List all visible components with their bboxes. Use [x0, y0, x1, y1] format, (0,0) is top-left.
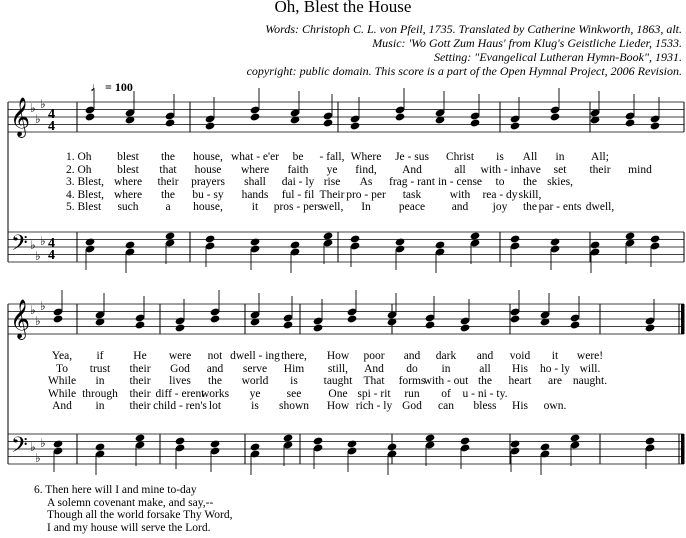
notehead: [135, 320, 146, 329]
lyric-syllable: In: [361, 201, 371, 213]
verse-6: [34, 484, 233, 534]
lyric-syllable: in - cense: [437, 176, 483, 188]
lyric-syllable: it: [251, 201, 259, 213]
verse-number: 3. Blest,: [66, 176, 105, 188]
time-signature-treble-bottom: 4: [48, 119, 55, 134]
lyric-syllable: where: [240, 163, 270, 176]
lyric-syllable: As: [359, 176, 373, 188]
notehead: [510, 121, 521, 130]
lyric-syllable: in: [95, 375, 105, 387]
notehead: [350, 121, 361, 130]
lyric-syllable: such: [117, 201, 139, 213]
bass-clef-icon: 𝄢: [11, 231, 28, 261]
lyric-syllable: if: [96, 350, 104, 362]
lyric-syllable: do: [406, 362, 418, 375]
lyric-syllable: Christ: [445, 151, 475, 163]
lyric-syllable: How: [326, 400, 350, 412]
lyric-syllable: lives: [169, 375, 191, 387]
lyric-syllable: u - ni - ty.: [462, 387, 508, 400]
notehead: [470, 118, 481, 127]
verse-number: 4. Blest,: [66, 188, 105, 201]
treble-clef-icon: 𝄞: [10, 299, 31, 339]
lyric-syllable: That: [363, 375, 385, 387]
lyric-syllable: there,: [281, 350, 307, 362]
lyric-syllable: to: [495, 176, 505, 188]
notehead: [125, 240, 136, 249]
lyric-syllable: ye: [249, 387, 261, 400]
lyric-syllable: house: [194, 163, 222, 176]
flat-icon: ♭: [35, 314, 41, 328]
notehead: [313, 323, 324, 332]
lyric-syllable: serve: [242, 362, 268, 375]
lyric-syllable: a: [165, 201, 171, 213]
lyric-syllable: and: [403, 350, 421, 362]
lyric-syllable: where: [113, 176, 143, 188]
lyric-syllable: with: [449, 188, 471, 201]
lyric-syllable: spi - rit: [357, 387, 391, 400]
setting-credit: Setting: "Evangelical Lutheran Hymn-Book", 1931.: [433, 50, 682, 64]
lyric-syllable: the: [160, 188, 176, 201]
lyric-syllable: Where: [350, 151, 382, 163]
notehead: [175, 323, 186, 332]
lyric-syllable: pros - pers: [273, 201, 323, 213]
lyric-syllable: To: [56, 362, 68, 375]
notehead: [650, 234, 661, 243]
notehead: [95, 442, 106, 451]
lyric-syllable: Their: [319, 188, 345, 201]
lyric-syllable: their: [589, 163, 611, 176]
lyric-syllable: can: [438, 400, 454, 412]
lyric-syllable: and: [206, 362, 224, 375]
lyric-syllable: be: [292, 151, 304, 163]
lyric-syllable: Yea,: [51, 350, 73, 362]
lyric-syllable: dark: [435, 350, 457, 362]
lyric-syllable: And: [364, 362, 384, 375]
lyric-syllable: - fall,: [319, 151, 345, 163]
lyric-syllable: their: [129, 387, 151, 400]
notehead: [210, 439, 221, 448]
hymn-title: Oh, Blest the House: [274, 0, 412, 16]
time-signature-bass-bottom: 4: [48, 248, 55, 263]
notehead: [650, 121, 661, 130]
notehead: [53, 314, 64, 323]
lyric-syllable: skies,: [547, 176, 573, 188]
lyric-syllable: His: [512, 400, 528, 412]
notehead: [510, 234, 521, 243]
lyric-syllable: child - ren's: [153, 400, 207, 412]
lyric-syllable: Je - sus: [395, 151, 429, 163]
flat-icon: ♭: [30, 440, 36, 454]
verse-6-line: Though all the world forsake Thy Word,: [47, 509, 233, 521]
notehead: [435, 240, 446, 249]
lyric-syllable: find,: [355, 163, 377, 176]
notehead: [283, 320, 294, 329]
notehead: [395, 237, 406, 246]
lyric-syllable: well,: [320, 201, 344, 213]
lyric-syllable: bless: [473, 400, 497, 412]
lyric-syllable: the: [207, 375, 223, 387]
lyric-syllable: shall: [244, 176, 266, 188]
lyric-syllable: pro - per: [346, 188, 386, 201]
lyric-syllable: task: [402, 188, 422, 201]
clefs: [10, 97, 46, 465]
copyright-credit: copyright: public domain. This score is a part of the Open Hymnal Project, 2006 Revision.: [246, 64, 682, 78]
notehead: [250, 237, 261, 246]
quarter-note-icon: ♩: [90, 80, 102, 94]
lyric-syllable: skill,: [518, 188, 542, 201]
lyric-syllable: rise: [323, 176, 341, 188]
lyric-syllable: peace: [398, 201, 426, 213]
lyric-syllable: taught: [323, 375, 353, 387]
notehead: [250, 442, 261, 451]
time-signature-bass-top: 4: [48, 236, 55, 251]
music-credit: Music: 'Wo Gott Zum Haus' from Klug's Geistliche Lieder, 1533.: [372, 36, 682, 50]
lyric-syllable: blest: [117, 163, 139, 176]
lyric-syllable: have: [519, 163, 541, 176]
lyric-syllable: poor: [363, 350, 385, 362]
lyric-syllable: all: [454, 163, 466, 176]
flat-icon: ♭: [30, 303, 36, 317]
lyric-syllable: and: [476, 350, 494, 362]
notehead: [85, 112, 96, 121]
notehead: [323, 118, 334, 127]
lyric-syllable: While: [47, 387, 77, 400]
lyric-syllable: bu - sy: [192, 188, 224, 201]
words-credit: Words: Christoph C. L. von Pfeil, 1735. Translated by Catherine Winkworth, 1863, alt.: [265, 22, 682, 36]
treble-clef-icon: 𝄞: [10, 97, 31, 137]
notehead: [175, 436, 186, 445]
flat-icon: ♭: [30, 101, 36, 115]
lyric-syllable: of: [441, 387, 451, 400]
lyric-syllable: are: [547, 375, 563, 387]
notehead: [347, 439, 358, 448]
notehead: [550, 237, 561, 246]
notehead: [625, 118, 636, 127]
notehead: [250, 112, 261, 121]
lyric-syllable: dai - ly: [281, 176, 315, 188]
lyric-syllable: God: [170, 362, 190, 375]
lyric-syllable: How: [326, 350, 350, 362]
lyric-syllable: set: [553, 163, 567, 176]
lyric-syllable: not: [207, 350, 223, 362]
lyric-syllable: house,: [193, 201, 223, 213]
lyric-syllable: lot: [208, 400, 222, 412]
notehead: [290, 240, 301, 249]
lyric-syllable: is: [496, 151, 504, 163]
lyric-syllable: is: [251, 400, 259, 412]
verse-number: 1. Oh: [66, 151, 92, 163]
lyric-syllable: the: [477, 375, 493, 387]
lyric-syllable: par - ents: [538, 201, 582, 213]
lyric-syllable: joy: [492, 201, 508, 213]
lyric-syllable: ful - fil: [281, 188, 315, 201]
lyric-syllable: One: [328, 387, 348, 400]
lyric-syllable: their: [129, 400, 151, 412]
verse-6-line: A solemn covenant make, and say,--: [47, 496, 214, 509]
lyric-syllable: prayers: [191, 176, 225, 188]
lyric-syllable: in: [441, 362, 451, 375]
lyric-syllable: And: [52, 400, 72, 412]
lyric-syllable: the: [522, 201, 538, 213]
lyric-syllable: shown: [278, 400, 310, 412]
lyric-syllable: their: [129, 375, 151, 387]
lyric-syllable: were!: [576, 350, 604, 362]
tempo-value: = 100: [105, 80, 133, 94]
notehead: [425, 320, 436, 329]
notehead: [53, 439, 64, 448]
notehead: [210, 314, 221, 323]
time-signature-treble-top: 4: [48, 107, 55, 122]
notehead: [460, 323, 471, 332]
lyric-syllable: the: [522, 176, 538, 188]
lyric-syllable: in: [95, 400, 105, 412]
final-barline: [681, 304, 684, 334]
notehead: [387, 442, 398, 451]
notehead: [313, 436, 324, 445]
lyric-syllable: hands: [241, 188, 269, 201]
lyric-syllable: and: [451, 201, 469, 213]
lyric-syllable: through: [82, 387, 118, 400]
lyric-syllable: it: [551, 350, 559, 362]
lyric-syllable: God: [402, 400, 422, 412]
lyric-syllable: that: [159, 163, 177, 176]
verse-6-line: 6. Then here will I and mine to-day: [34, 484, 197, 496]
lyric-syllable: forms: [398, 375, 426, 387]
lyric-syllable: He: [133, 350, 147, 362]
notehead: [460, 436, 471, 445]
lyric-syllable: trust: [89, 362, 111, 375]
notehead: [550, 112, 561, 121]
notehead: [350, 234, 361, 243]
lyric-syllable: all: [479, 362, 491, 375]
bass-clef-icon: 𝄢: [11, 433, 28, 463]
verse-number: 2. Oh: [66, 163, 92, 176]
notehead: [645, 323, 656, 332]
notehead: [645, 436, 656, 445]
lyric-syllable: in: [555, 151, 565, 163]
lyric-syllable: faith: [287, 163, 309, 176]
flat-icon: ♭: [40, 436, 46, 450]
notehead: [570, 320, 581, 329]
lyric-syllable: While: [47, 375, 77, 387]
final-barline: [681, 434, 684, 464]
notehead: [205, 121, 216, 130]
lyric-syllable: All: [522, 151, 538, 163]
lyric-syllable: blest: [117, 151, 139, 163]
lyric-syllable: Him: [283, 362, 305, 375]
lyric-syllable: the: [160, 151, 176, 163]
verse-6-line: I and my house will serve the Lord.: [47, 521, 211, 534]
lyric-syllable: mind: [628, 163, 652, 176]
lyric-syllable: His: [512, 362, 528, 375]
lyric-syllable: is: [290, 375, 298, 387]
notehead: [540, 442, 551, 451]
notehead: [395, 112, 406, 121]
lyric-syllable: what - e'er: [230, 151, 280, 163]
lyric-syllable: dwell - ing: [230, 350, 280, 362]
notehead: [510, 314, 521, 323]
lyric-syllable: And: [402, 163, 422, 176]
lyric-syllable: frag - rant: [389, 176, 435, 188]
lyric-syllable: own.: [543, 400, 567, 412]
lyric-syllable: world: [241, 375, 269, 387]
lyric-syllable: where: [113, 188, 143, 201]
lyric-syllable: house,: [193, 151, 223, 163]
flat-icon: ♭: [35, 451, 41, 465]
lyric-syllable: dwell,: [585, 201, 615, 213]
lyric-syllable: their: [129, 362, 151, 375]
lyric-syllable: void: [509, 350, 531, 362]
lyric-syllable: rich - ly: [355, 400, 393, 412]
lyric-syllable: ye: [326, 163, 338, 176]
notehead: [85, 237, 96, 246]
lyric-syllable: with - out: [423, 375, 469, 387]
lyric-syllable: works: [200, 387, 230, 400]
lyric-syllable: with - in: [480, 163, 520, 176]
lyric-syllable: still,: [327, 362, 349, 375]
noteheads: [53, 88, 661, 475]
flat-icon: ♭: [30, 238, 36, 252]
lyric-syllable: rea - dy: [482, 188, 518, 201]
flat-icon: ♭: [40, 234, 46, 248]
notehead: [590, 240, 601, 249]
lyric-syllable: see: [286, 387, 302, 400]
lyric-syllable: naught.: [572, 375, 608, 387]
lyric-syllable: ho - ly: [539, 362, 571, 375]
notehead: [205, 234, 216, 243]
lyric-syllable: their: [157, 176, 179, 188]
flat-icon: ♭: [40, 97, 46, 111]
verse-number: 5. Blest: [66, 201, 102, 213]
lyric-syllable: heart: [508, 375, 532, 387]
notehead: [510, 439, 521, 448]
lyric-syllable: All;: [591, 151, 609, 163]
notehead: [347, 314, 358, 323]
lyric-syllable: were: [168, 350, 192, 362]
lyric-syllable: diff - erent: [155, 387, 205, 400]
lyric-syllable: will.: [579, 362, 601, 375]
notehead: [165, 118, 176, 127]
flat-icon: ♭: [35, 249, 41, 263]
flat-icon: ♭: [35, 112, 41, 126]
flat-icon: ♭: [40, 299, 46, 313]
lyric-syllable: run: [404, 387, 420, 400]
